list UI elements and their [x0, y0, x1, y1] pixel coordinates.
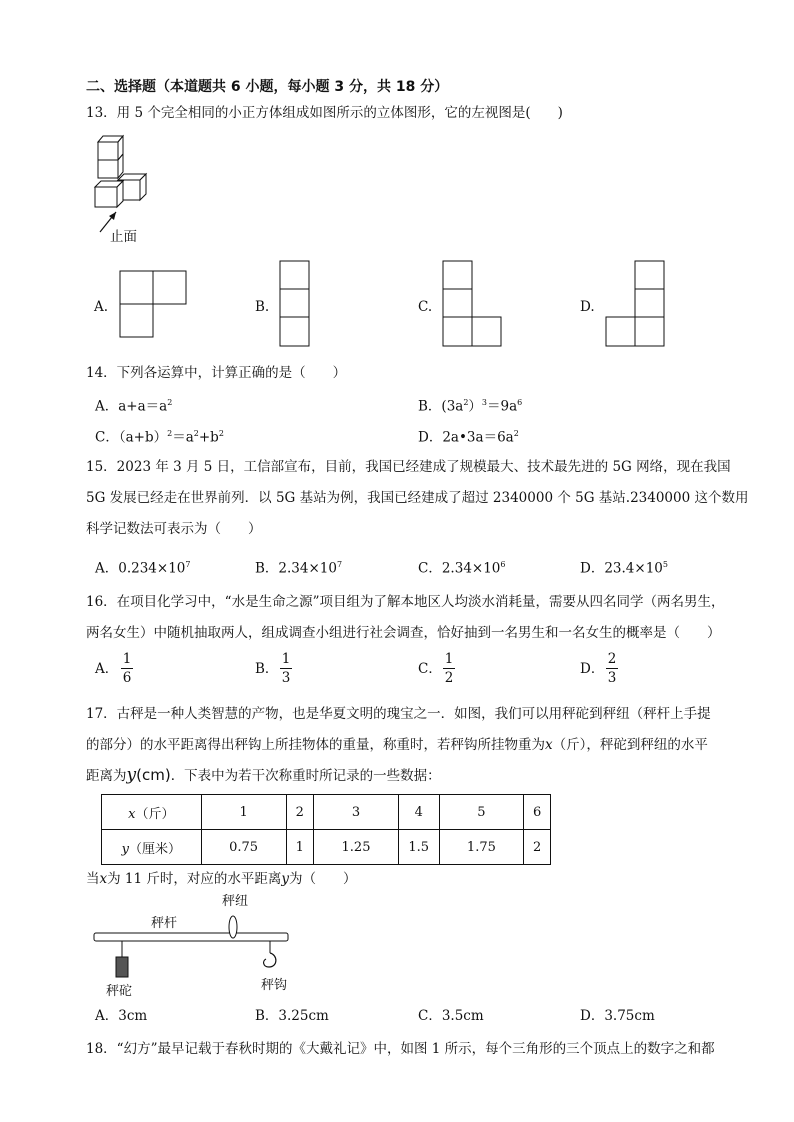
q13-option-c-figure — [442, 260, 504, 348]
table-cell: 3 — [314, 795, 399, 830]
q14-b-part2: ） — [468, 398, 482, 415]
q15-a-base: 0.234×10 — [118, 560, 186, 577]
q14-b-part1: (3a — [441, 398, 464, 415]
q16-b-den: 3 — [281, 670, 291, 686]
q14-option-d — [418, 425, 519, 447]
q13-option-b-figure — [279, 260, 311, 348]
q17-line2 — [86, 736, 708, 754]
q16-a-den: 6 — [122, 670, 132, 686]
label-weight: 秤砣 — [106, 984, 133, 999]
q14-b-sup2: 3 — [481, 398, 488, 407]
q14-c-part1: （a+b） — [118, 429, 168, 446]
q16-line2: 两名女生）中随机抽取两人，组成调查小组进行社会调查，恰好抽到一名男生和一名女生的概率是（ ） — [86, 625, 721, 641]
q17-option-b: B．3.25cm — [255, 1008, 329, 1024]
q15-d-base: 23.4×10 — [604, 560, 663, 577]
q13-option-b-label: B. — [255, 299, 270, 315]
q15-line1: 15．2023 年 3 月 5 日，工信部宣布，目前，我国已经建成了规模最大、技术最先进的 5G 网络，现在我国 — [86, 459, 731, 475]
q15-b-letter: B． — [255, 560, 279, 577]
q14-option-a — [95, 394, 172, 416]
q14-a-base: a+a＝a — [118, 398, 168, 415]
q13-option-d-label: D. — [580, 299, 595, 315]
q16-line1: 16．在项目化学习中，“水是生命之源”项目组为了解本地区人均淡水消耗量，需要从四名同学（两名男生， — [86, 594, 725, 610]
table-cell: 1.25 — [314, 830, 399, 865]
q13-option-d-figure — [605, 260, 667, 348]
steelyard-weight — [116, 957, 128, 977]
q17-line2-b: （斤），秤砣到秤纽的水平 — [552, 737, 708, 753]
q16-d-den: 3 — [607, 670, 617, 686]
q17-line3-a: 距离为 — [86, 768, 127, 784]
label-beam: 秤杆 — [151, 916, 178, 931]
q16-b-num: 1 — [281, 651, 291, 667]
section-title: 二、选择题（本道题共 6 小题，每小题 3 分，共 18 分） — [86, 79, 449, 95]
q17-unit-cm: (cm) — [136, 766, 171, 784]
q17-ask-c: 为（ ） — [289, 871, 357, 887]
q14-option-b — [418, 394, 522, 416]
table-header-y-unit: （厘米） — [129, 841, 182, 857]
q16-a-fraction — [121, 651, 133, 686]
q15-a-letter: A． — [95, 560, 119, 577]
q18-line1: 18．“幻方”最早记载于春秋时期的《大戴礼记》中，如图 1 所示，每个三角形的三个顶点上的数字之和都 — [86, 1041, 715, 1057]
q14-a-sup: 2 — [167, 398, 173, 407]
q17-ask-x: x — [99, 871, 108, 887]
q15-option-b — [255, 556, 342, 578]
q15-a-exp: 7 — [185, 560, 191, 569]
q15-d-letter: D． — [580, 560, 605, 577]
q15-option-c — [418, 556, 506, 578]
q14-b-part3: ＝9a — [487, 398, 518, 415]
q14-d-letter: D． — [418, 429, 443, 446]
q16-c-letter: C． — [418, 661, 442, 677]
q16-c-num: 1 — [444, 651, 454, 667]
q17-option-c: C．3.5cm — [418, 1008, 484, 1024]
table-header-x-unit: （斤） — [135, 806, 175, 822]
table-cell: 4 — [398, 795, 439, 830]
q16-a-num: 1 — [122, 651, 132, 667]
q15-b-base: 2.34×10 — [278, 560, 337, 577]
q17-var-y: y — [126, 765, 137, 785]
q14-c-sup2: 2 — [193, 429, 199, 438]
q13-stem: 13．用 5 个完全相同的小正方体组成如图所示的立体图形，它的左视图是( ) — [86, 105, 563, 121]
q15-b-exp: 7 — [336, 560, 343, 569]
q13-option-c-label: C. — [418, 299, 433, 315]
label-knob: 秤纽 — [222, 894, 249, 909]
table-cell: 1.5 — [398, 830, 439, 865]
q15-c-exp: 6 — [500, 560, 506, 569]
steelyard-beam — [94, 933, 288, 941]
q14-c-sup1: 2 — [167, 429, 173, 438]
q16-b-letter: B． — [255, 661, 279, 677]
q17-line3-b: ．下表中为若干次称重时所记录的一些数据： — [170, 768, 441, 784]
table-cell: 1.75 — [439, 830, 524, 865]
q17-ask-b: 为 11 斤时，对应的水平距离 — [107, 871, 282, 887]
q14-option-c — [95, 425, 224, 447]
q15-option-a — [95, 556, 190, 578]
q17-var-x: x — [545, 737, 553, 753]
table-cell: 2 — [286, 795, 314, 830]
q15-c-base: 2.34×10 — [441, 560, 501, 577]
q14-c-part2: ＝a — [172, 429, 194, 446]
q15-line2: 5G 发展已经走在世界前列．以 5G 基站为例，我国已经建成了超过 2340000 个 5G 基站.2340000 这个数用 — [86, 490, 749, 506]
q14-b-sup3: 6 — [517, 398, 523, 407]
table-header-y-var: y — [121, 841, 130, 857]
q16-a-letter: A． — [95, 661, 119, 677]
q14-c-sup3: 2 — [218, 429, 224, 438]
q17-ask-a: 当 — [86, 871, 100, 887]
q14-a-letter: A． — [95, 398, 119, 415]
q14-b-letter: B． — [418, 398, 442, 415]
q14-d-sup: 2 — [513, 429, 519, 438]
q15-d-exp: 5 — [662, 560, 668, 569]
q17-ask-y: y — [281, 871, 290, 887]
q15-option-d — [580, 556, 668, 578]
steelyard-figure — [92, 905, 292, 980]
label-hook: 秤钩 — [261, 978, 288, 993]
table-cell: 5 — [439, 795, 524, 830]
q17-line3 — [86, 766, 441, 785]
q15-c-letter: C． — [418, 560, 442, 577]
table-header-x-var: x — [128, 806, 136, 822]
q17-option-d: D．3.75cm — [580, 1008, 655, 1024]
table-row — [102, 830, 551, 865]
q17-data-table — [101, 794, 551, 865]
q14-b-sup1: 2 — [463, 398, 469, 407]
q14-c-part3: +b — [198, 429, 219, 446]
table-cell: 0.75 — [201, 830, 286, 865]
q15-line3: 科学记数法可表示为（ ） — [86, 521, 262, 537]
q14-stem: 14．下列各运算中，计算正确的是（ ） — [86, 365, 347, 381]
table-header-x — [102, 795, 202, 830]
table-row — [102, 795, 551, 830]
table-header-y — [102, 830, 202, 865]
q14-d-base: 2a•3a＝6a — [442, 429, 514, 446]
table-cell: 1 — [286, 830, 314, 865]
q16-c-fraction — [443, 651, 455, 686]
q13-option-a-figure — [119, 270, 189, 340]
q16-d-num: 2 — [607, 651, 617, 667]
table-cell: 1 — [201, 795, 286, 830]
table-cell: 2 — [524, 830, 551, 865]
q17-line2-a: 的部分）的水平距离得出秤钩上所挂物体的重量，称重时，若秤钩所挂物重为 — [86, 737, 545, 753]
steelyard-hook — [264, 953, 276, 967]
q13-front-label: 止面 — [110, 229, 137, 245]
q17-question — [86, 870, 357, 888]
q13-option-a-label: A. — [94, 299, 109, 315]
table-cell: 6 — [524, 795, 551, 830]
q16-b-fraction — [280, 651, 292, 686]
q16-c-den: 2 — [444, 670, 454, 686]
steelyard-knob — [229, 916, 237, 938]
q16-d-letter: D． — [580, 661, 605, 677]
q17-option-a: A．3cm — [95, 1008, 148, 1024]
q14-c-letter: C． — [95, 429, 119, 446]
q17-line1: 17．古秤是一种人类智慧的产物，也是华夏文明的瑰宝之一．如图，我们可以用秤砣到秤纽（秤杆上手提 — [86, 706, 711, 722]
q16-d-fraction — [606, 651, 618, 686]
